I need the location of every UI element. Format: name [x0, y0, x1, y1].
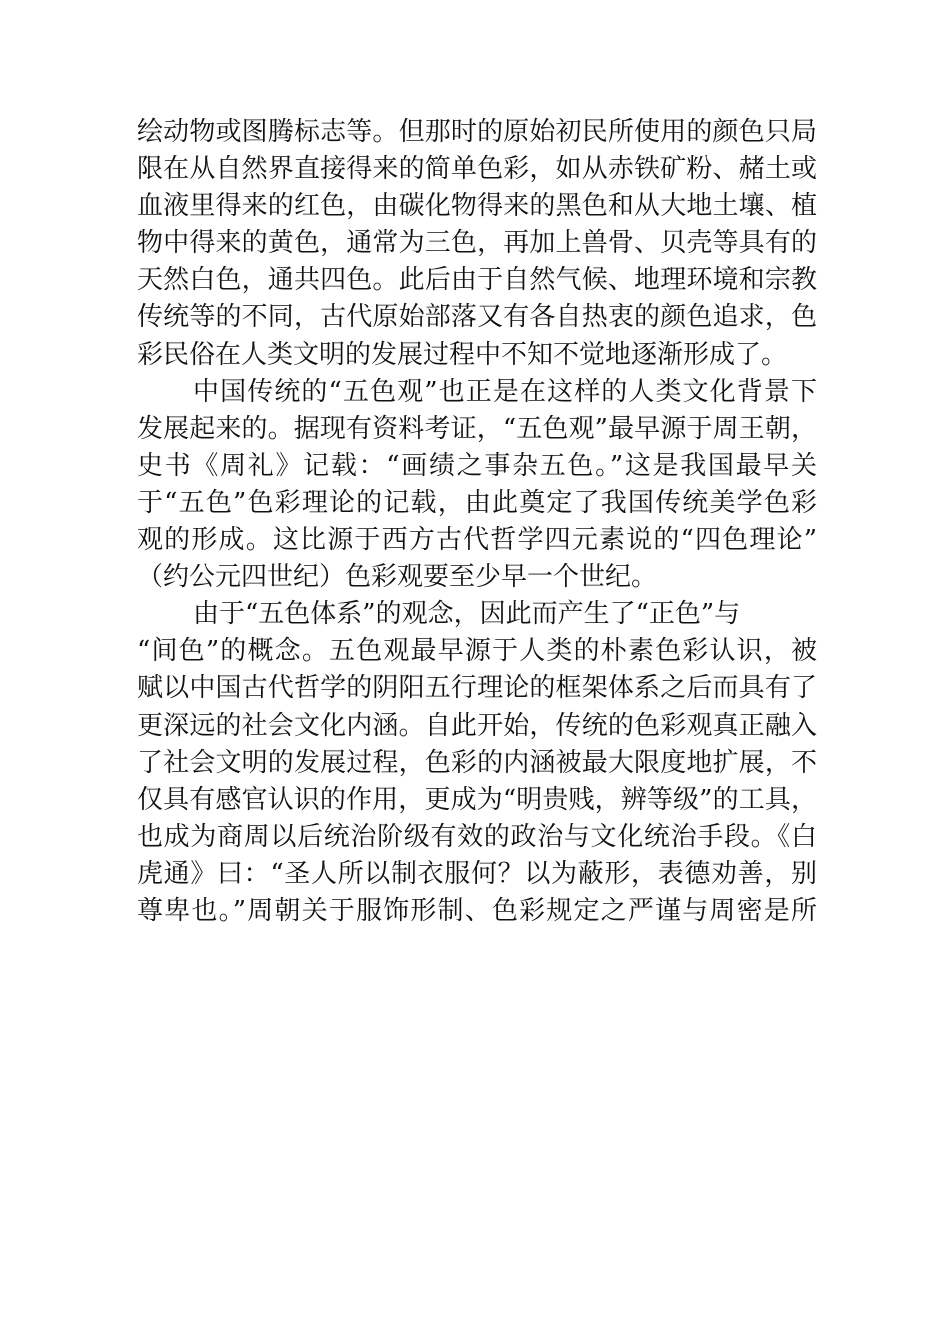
text-line: 中国传统的“五色观”也正是在这样的人类文化背景下	[193, 376, 817, 407]
text-line: 赋以中国古代哲学的阴阳五行理论的框架体系之后而具有了	[137, 673, 817, 704]
text-line: 彩民俗在人类文明的发展过程中不知不觉地逐渐形成了。	[137, 339, 788, 370]
text-line: 虎通》曰：“圣人所以制衣服何？以为蔽形，表德劝善，别	[137, 858, 817, 889]
text-line: 观的形成。这比源于西方古代哲学四元素说的“四色理论”	[137, 525, 817, 556]
text-line: 了社会文明的发展过程，色彩的内涵被最大限度地扩展，不	[137, 747, 817, 778]
text-line: “间色”的概念。五色观最早源于人类的朴素色彩认识，被	[137, 636, 817, 667]
text-line: 传统等的不同，古代原始部落又有各自热衷的颜色追求，色	[137, 302, 817, 333]
text-line: 仅具有感官认识的作用，更成为“明贵贱，辨等级”的工具，	[137, 784, 817, 815]
text-line: 更深远的社会文化内涵。自此开始，传统的色彩观真正融入	[137, 710, 817, 741]
text-line: （约公元四世纪）色彩观要至少早一个世纪。	[137, 562, 658, 593]
text-line: 由于“五色体系”的观念，因此而产生了“正色”与	[193, 599, 741, 630]
text-line: 发展起来的。据现有资料考证，“五色观”最早源于周王朝，	[137, 413, 817, 444]
text-line: 限在从自然界直接得来的简单色彩，如从赤铁矿粉、赭土或	[137, 154, 817, 185]
text-line: 物中得来的黄色，通常为三色，再加上兽骨、贝壳等具有的	[137, 228, 817, 259]
text-line: 于“五色”色彩理论的记载，由此奠定了我国传统美学色彩	[137, 487, 817, 518]
text-line: 尊卑也。”周朝关于服饰形制、色彩规定之严谨与周密是所	[137, 895, 817, 926]
text-line: 史书《周礼》记载：“画绩之事杂五色。”这是我国最早关	[137, 450, 817, 481]
text-line: 天然白色，通共四色。此后由于自然气候、地理环境和宗教	[137, 265, 817, 296]
text-line: 血液里得来的红色，由碳化物得来的黑色和从大地土壤、植	[137, 191, 817, 222]
text-line: 绘动物或图腾标志等。但那时的原始初民所使用的颜色只局	[137, 117, 817, 147]
text-line: 也成为商周以后统治阶级有效的政治与文化统治手段。《白	[137, 821, 817, 852]
body-text	[137, 114, 817, 930]
